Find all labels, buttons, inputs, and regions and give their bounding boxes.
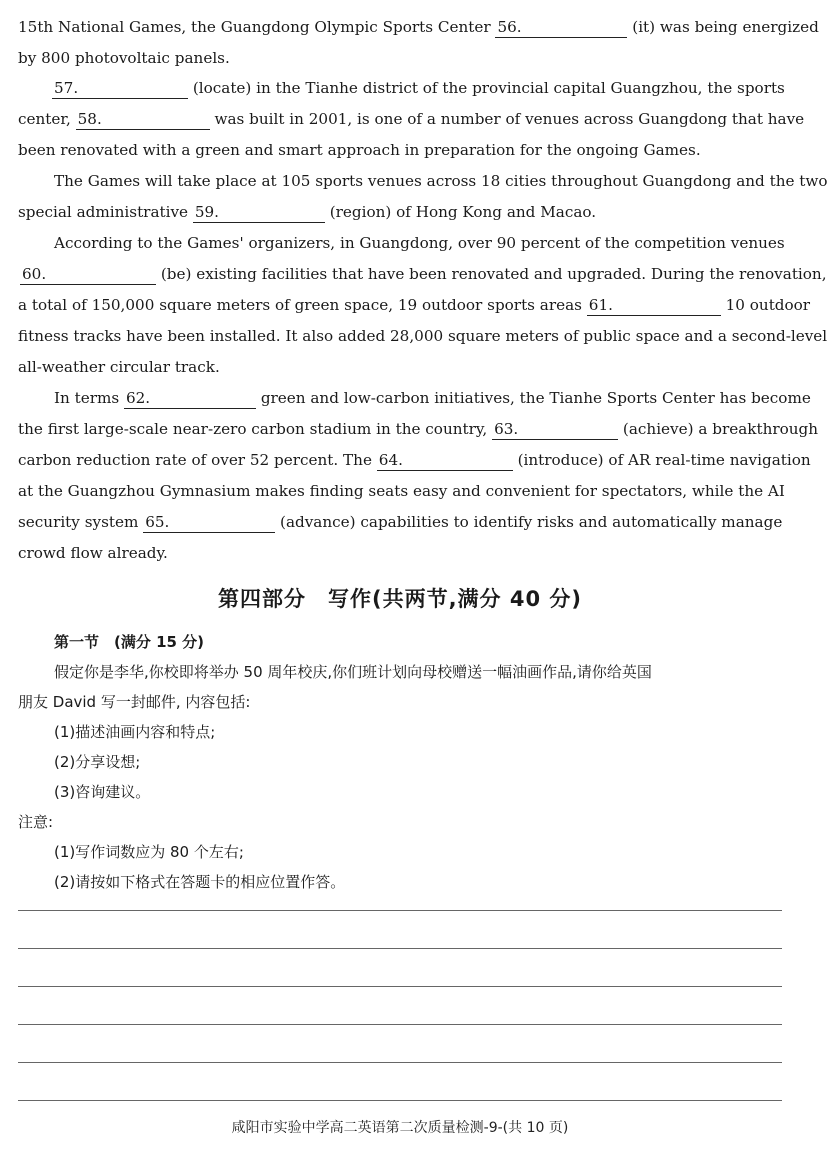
passage-text: at the Guangzhou Gymnasium makes finding seats easy and convenient for spectators, while the AI — [18, 482, 785, 500]
note-item: (2)请按如下格式在答题卡的相应位置作答。 — [54, 873, 346, 891]
blank-59[interactable]: 59. — [193, 202, 325, 223]
passage-text: (advance) capabilities to identify risks and automatically manage — [280, 513, 783, 531]
note-label: 注意: — [18, 813, 54, 831]
passage-text: by 800 photovoltaic panels. — [18, 49, 230, 67]
passage-text: special administrative — [18, 203, 189, 221]
passage-paragraph-2 — [18, 73, 805, 166]
blank-58[interactable]: 58. — [76, 109, 210, 130]
passage-paragraph-1 — [18, 12, 819, 74]
blank-56[interactable]: 56. — [495, 17, 627, 38]
passage-text: 15th National Games, the Guangdong Olympic Sports Center — [18, 18, 491, 36]
answer-line[interactable] — [18, 1062, 782, 1063]
passage-paragraph-3 — [18, 166, 828, 228]
passage-text: (achieve) a breakthrough — [622, 420, 819, 438]
note-item: (1)写作词数应为 80 个左右; — [54, 843, 244, 861]
passage-text: green and low-carbon initiatives, the Tianhe Sports Center has become — [260, 389, 811, 407]
passage-text: (be) existing facilities that have been renovated and upgraded. During the renovation, — [160, 265, 827, 283]
passage-text: (locate) in the Tianhe district of the provincial capital Guangzhou, the sports — [192, 79, 785, 97]
passage-text: (introduce) of AR real-time navigation — [517, 451, 811, 469]
passage-text: a total of 150,000 square meters of green space, 19 outdoor sports areas — [18, 296, 582, 314]
blank-61[interactable]: 61. — [587, 295, 721, 316]
passage-text: all-weather circular track. — [18, 358, 220, 376]
answer-line[interactable] — [18, 986, 782, 987]
passage-text: security system — [18, 513, 139, 531]
passage-text: been renovated with a green and smart approach in preparation for the ongoing Games. — [18, 141, 701, 159]
passage-text: crowd flow already. — [18, 544, 168, 562]
prompt-text: 假定你是李华,你校即将举办 50 周年校庆,你们班计划向母校赠送一幅油画作品,请你给英国 — [54, 663, 652, 681]
passage-text: (it) was being energized — [632, 18, 819, 36]
content-item: (1)描述油画内容和特点; — [54, 723, 216, 741]
passage-paragraph-5 — [18, 383, 819, 569]
passage-text: The Games will take place at 105 sports venues across 18 cities throughout Guangdong and the two — [54, 172, 828, 190]
blank-62[interactable]: 62. — [124, 388, 256, 409]
passage-text: (region) of Hong Kong and Macao. — [329, 203, 597, 221]
content-item: (2)分享设想; — [54, 753, 141, 771]
passage-text: the first large-scale near-zero carbon stadium in the country, — [18, 420, 488, 438]
blank-57[interactable]: 57. — [52, 78, 188, 99]
blank-60[interactable]: 60. — [20, 264, 156, 285]
passage-text: 10 outdoor — [725, 296, 811, 314]
blank-65[interactable]: 65. — [143, 512, 275, 533]
answer-line[interactable] — [18, 910, 782, 911]
passage-paragraph-4 — [18, 228, 828, 383]
passage-text: fitness tracks have been installed. It also added 28,000 square meters of public space and a second-level — [18, 327, 828, 345]
passage-text: center, — [18, 110, 71, 128]
content-item: (3)咨询建议。 — [54, 783, 151, 801]
writing-prompt — [18, 627, 782, 897]
answer-line[interactable] — [18, 1100, 782, 1101]
page-footer: 咸阳市实验中学高二英语第二次质量检测-9-(共 10 页) — [231, 1120, 569, 1136]
passage-text: In terms — [54, 389, 120, 407]
part-label: 第一节 (满分 15 分) — [54, 633, 205, 651]
passage-text: was built in 2001, is one of a number of venues across Guangdong that have — [214, 110, 805, 128]
passage-text: carbon reduction rate of over 52 percent. The — [18, 451, 372, 469]
answer-line[interactable] — [18, 1024, 782, 1025]
blank-63[interactable]: 63. — [492, 419, 618, 440]
answer-line[interactable] — [18, 948, 782, 949]
prompt-text: 朋友 David 写一封邮件, 内容包括: — [18, 693, 251, 711]
passage-text: According to the Games' organizers, in Guangdong, over 90 percent of the competition venues — [54, 234, 785, 252]
blank-64[interactable]: 64. — [377, 450, 513, 471]
section-title: 第四部分 写作(共两节,满分 40 分) — [217, 587, 583, 611]
